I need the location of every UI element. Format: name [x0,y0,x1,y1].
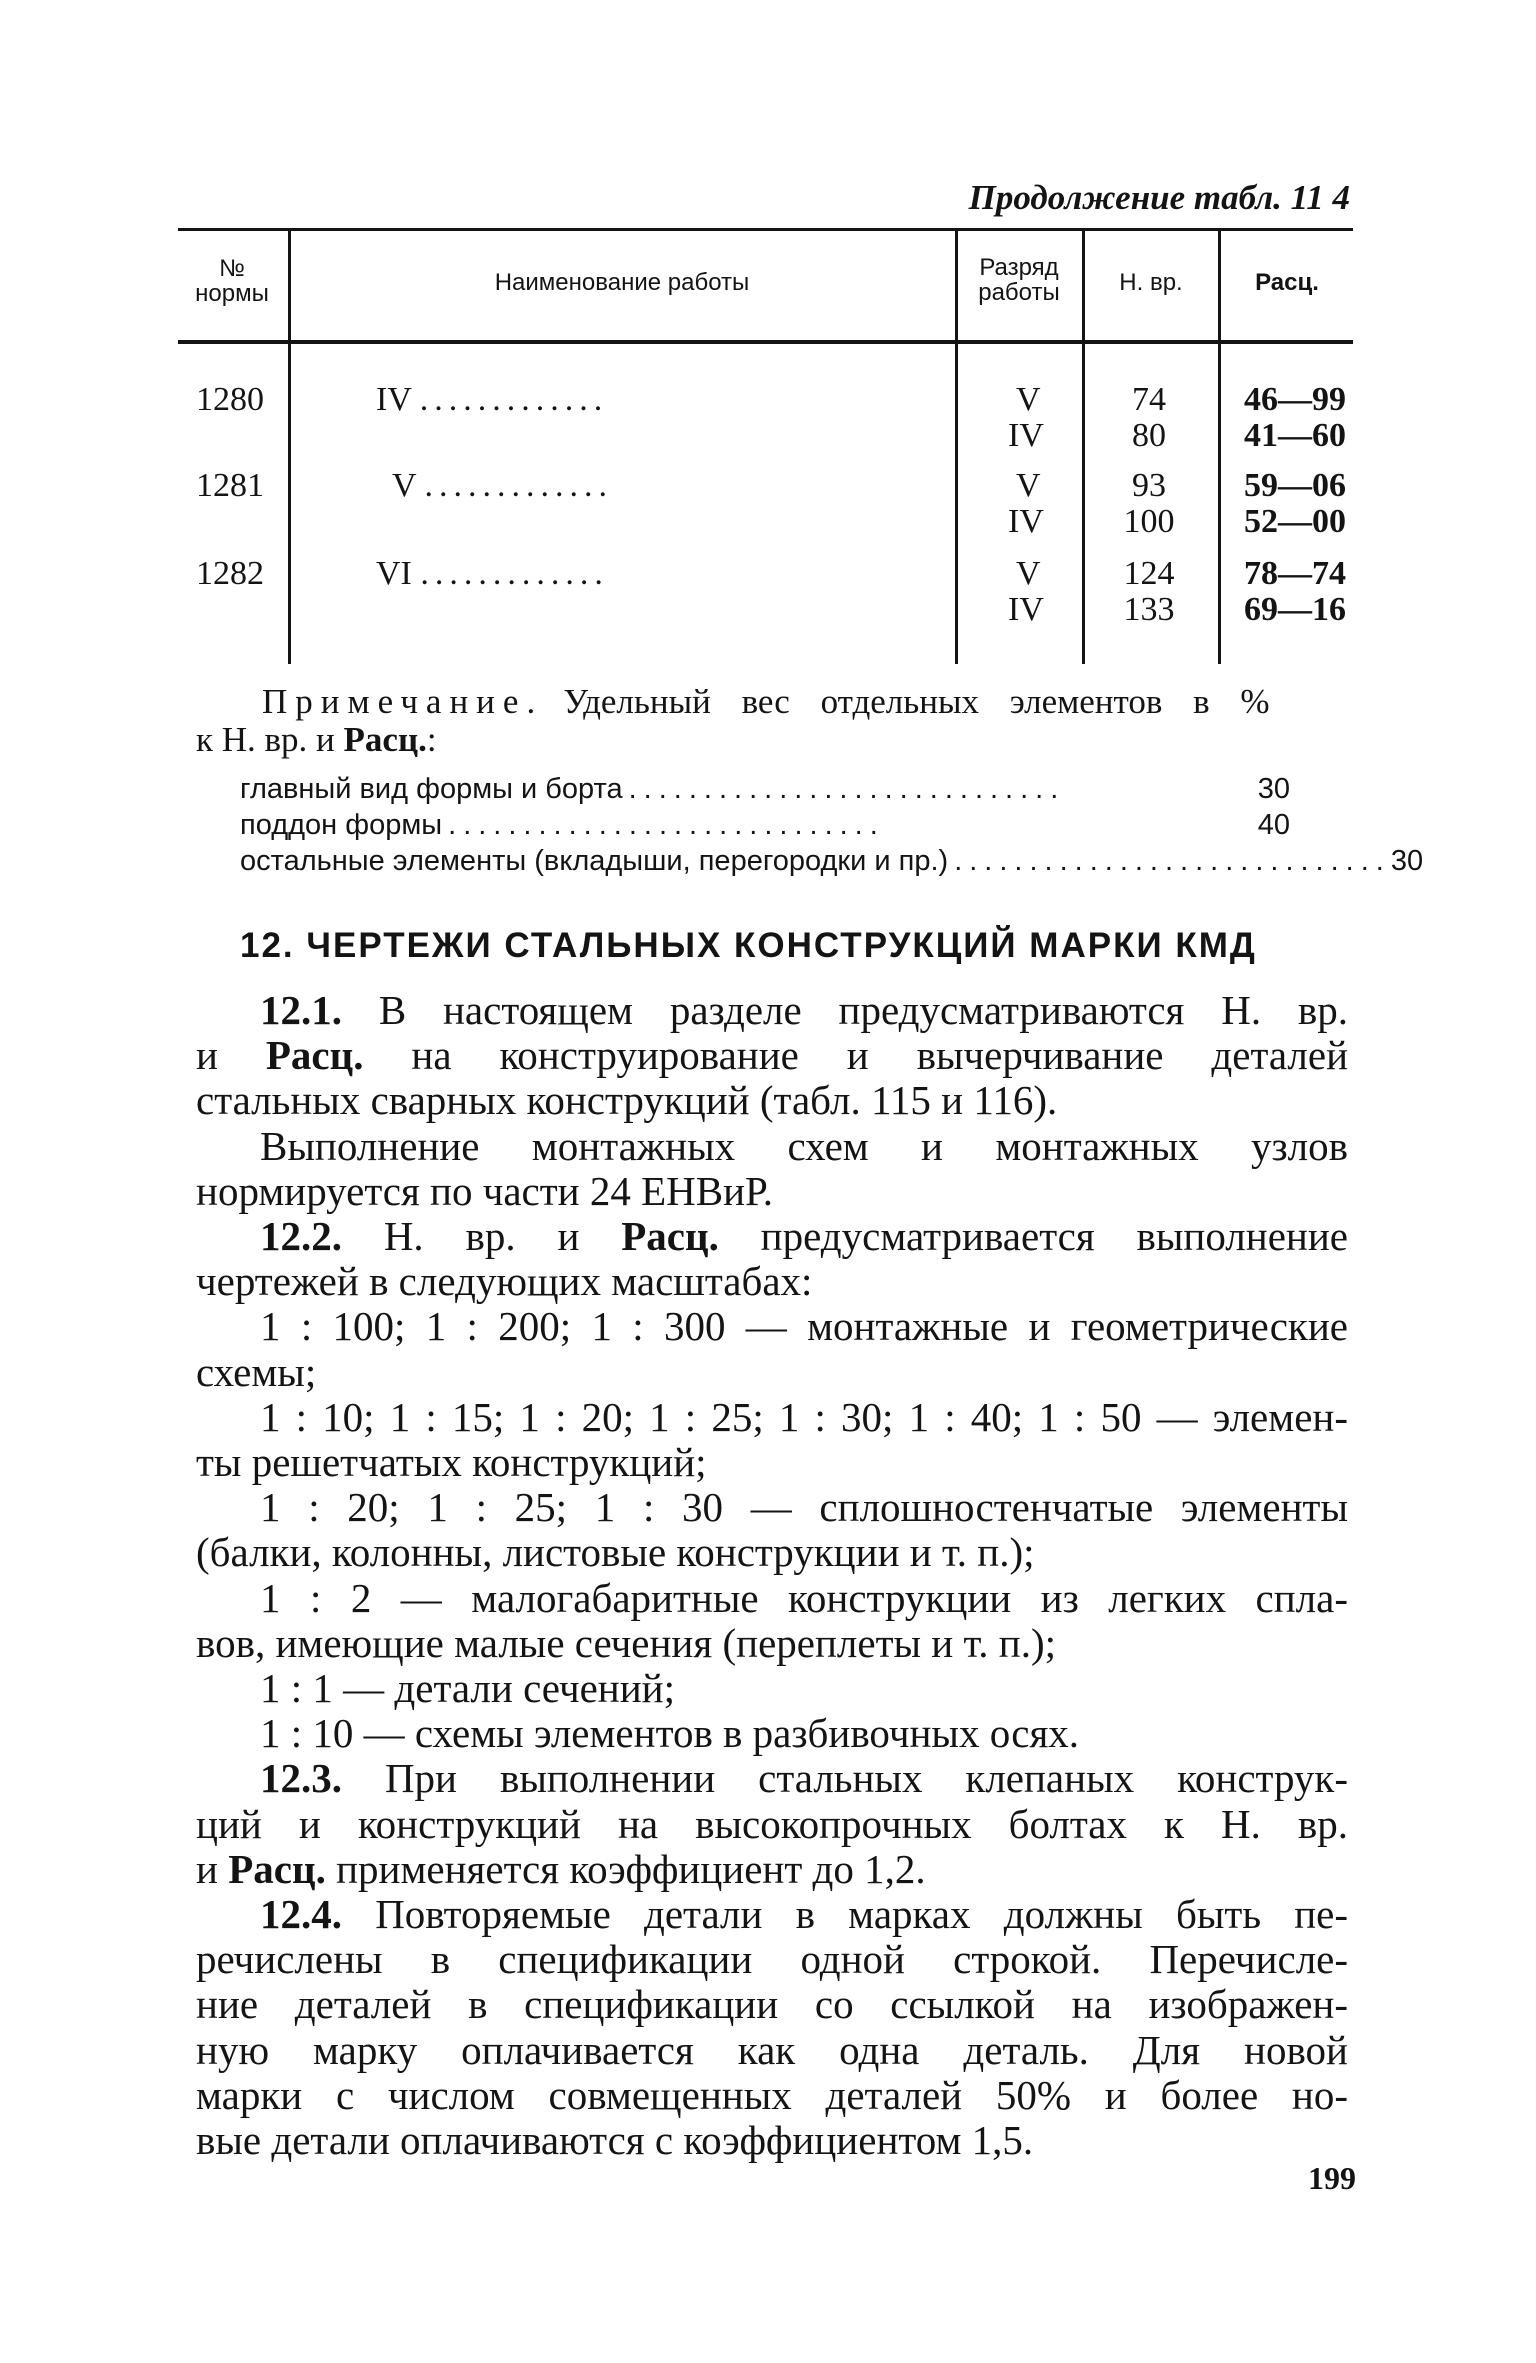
header-rate: Расц. [1255,269,1319,296]
paragraph-12-1: и Расц. на конструирование и вычерчивание деталей [196,1032,1349,1079]
paragraph-12-2: 12.2. Н. вр. и Расц. предусматривается выполнение [260,1213,1348,1260]
row-time: 74 [1132,381,1166,418]
paragraph-montage: Выполнение монтажных схем и монтажных узлов [260,1122,1348,1169]
section-title: 12. ЧЕРТЕЖИ СТАЛЬНЫХ КОНСТРУКЦИЙ МАРКИ КМД [240,926,1257,965]
row-rate: 52—00 [1244,503,1346,540]
scale-item: 1 : 20; 1 : 25; 1 : 30 — сплошностенчатые элементы [260,1484,1348,1531]
paragraph-12-4: ную марку оплачивается как одна деталь. Для новой [196,2026,1348,2073]
paragraph-12-1: 12.1. В настоящем разделе предусматриваются Н. вр. [260,987,1349,1033]
row-time: 100 [1123,503,1175,540]
row-grade: V [1016,381,1041,418]
note-label: Примечание. [262,682,544,721]
paragraph-12-3: 12.3. При выполнении стальных клепаных конструк- [260,1755,1348,1802]
section-body [196,988,1348,2163]
paragraph-montage: нормируется по части 24 ЕНВиР. [196,1167,773,1214]
scale-item: 1 : 100; 1 : 200; 1 : 300 — монтажные и геометрические [260,1303,1348,1350]
row-time: 93 [1132,467,1166,504]
row-rate: 78—74 [1244,555,1346,592]
table-header-rule [178,340,1353,344]
paragraph-12-4: 12.4. Повторяемые детали в марках должны быть пе- [260,1891,1349,1938]
note-item: остальные элементы (вкладыши, перегородки и пр.) ............................. 30 [240,845,1424,877]
table-caption: Продолжение табл. 11 4 [968,178,1350,217]
header-norm-number: № нормы [195,255,269,308]
table-top-rule [178,228,1353,231]
row-work-name: V ............. [392,467,613,504]
row-rate: 69—16 [1244,591,1346,628]
row-norm-number: 1280 [196,381,264,418]
row-grade: V [1016,467,1041,504]
paragraph-12-4: вые детали оплачиваются с коэффициентом 1,5. [196,2117,1034,2164]
row-work-name: IV ............. [376,381,609,418]
scale-item: схемы; [196,1348,317,1395]
paragraph-12-1: стальных сварных конструкций (табл. 115 и 116). [196,1077,1058,1124]
header-work-name: Наименование работы [494,269,750,296]
page-number: 199 [1308,2160,1356,2196]
header-time-norm: Н. вр. [1119,269,1183,296]
row-time: 133 [1123,591,1175,628]
row-rate: 46—99 [1244,381,1346,418]
row-time: 124 [1123,555,1175,592]
row-grade: IV [1008,417,1044,454]
row-grade: IV [1008,503,1044,540]
paragraph-12-4: марки с числом совмещенных деталей 50% и более но- [196,2071,1348,2118]
scale-item: 1 : 10; 1 : 15; 1 : 20; 1 : 25; 1 : 30; 1 : 40; 1 : 50 — элемен- [260,1393,1348,1440]
scale-item: ты решетчатых конструкций; [196,1439,707,1486]
row-grade: V [1016,555,1041,592]
note-item: главный вид формы и борта ............................. 30 [240,773,1290,805]
paragraph-12-2: чертежей в следующих масштабах: [196,1258,813,1305]
note-line: к Н. вр. и Расц.: [196,720,437,759]
note-text: Удельный вес отдельных элементов в % [563,682,1270,721]
scale-item: 1 : 1 — детали сечений; [260,1665,675,1712]
table-column-divider [288,228,291,664]
row-work-name: VI ............. [376,555,609,592]
row-grade: IV [1008,591,1044,628]
row-time: 80 [1132,417,1166,454]
scale-item: 1 : 2 — малогабаритные конструкции из легких спла- [260,1574,1348,1621]
row-rate: 41—60 [1244,417,1346,454]
row-norm-number: 1282 [196,555,264,592]
scale-item: (балки, колонны, листовые конструкции и т. п.); [196,1529,1035,1576]
scale-item: 1 : 10 — схемы элементов в разбивочных осях. [260,1710,1080,1757]
paragraph-12-3: и Расц. применяется коэффициент до 1,2. [196,1845,926,1892]
row-norm-number: 1281 [196,467,264,504]
row-rate: 59—06 [1244,467,1346,504]
paragraph-12-3: ций и конструкций на высокопрочных болтах к Н. вр. [196,1800,1348,1847]
scale-item: вов, имеющие малые сечения (переплеты и т. п.); [196,1619,1057,1666]
header-grade: Разряд работы [978,254,1060,307]
paragraph-12-4: речислены в спецификации одной строкой. Перечисле- [196,1936,1348,1983]
note-item: поддон формы ............................. 40 [240,809,1290,841]
paragraph-12-4: ние деталей в спецификации со ссылкой на изображен- [196,1981,1348,2028]
